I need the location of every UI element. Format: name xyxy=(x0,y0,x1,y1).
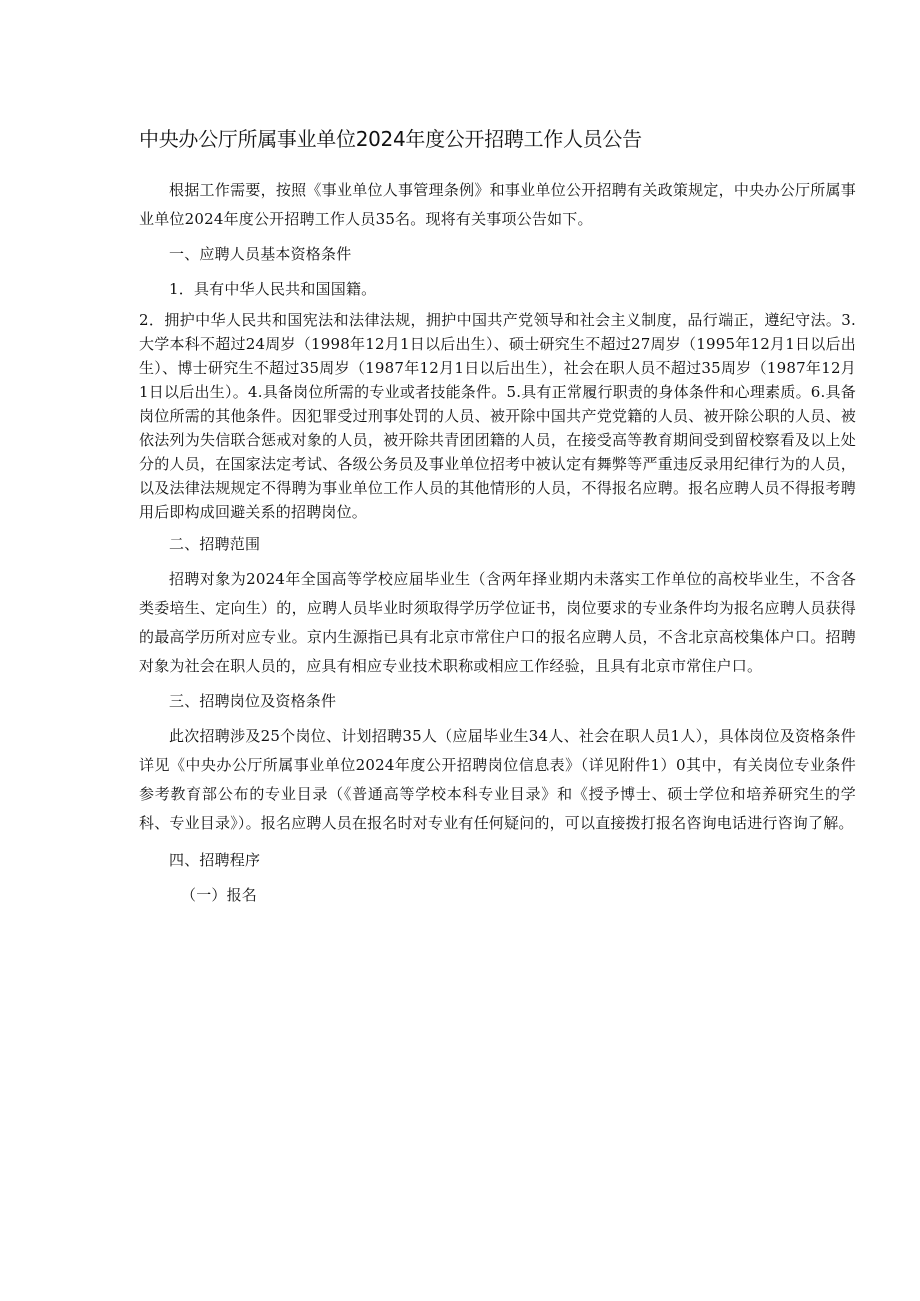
document-title: 中央办公厅所属事业单位2024年度公开招聘工作人员公告 xyxy=(139,127,642,151)
qualification-item-1: 1．具有中华人民共和国国籍。 xyxy=(169,280,377,298)
section-heading-scope: 二、招聘范围 xyxy=(169,535,261,553)
document-body xyxy=(139,176,856,910)
section-heading-procedure: 四、招聘程序 xyxy=(169,851,261,869)
section-heading-qualifications: 一、应聘人员基本资格条件 xyxy=(169,245,352,263)
section-heading-positions: 三、招聘岗位及资格条件 xyxy=(169,692,337,710)
positions-paragraph: 此次招聘涉及25个岗位、计划招聘35人（应届毕业生34人、社会在职人员1人），具体岗位及资格条件详见《中央办公厅所属事业单位2024年度公开招聘岗位信息表》（详见附件1）0其中，有关岗位专业条件参考教育部公布的专业目录（《普通高等学校本科专业目录》和《授予博士、硕士学位和培养研究生的学科、专业目录》）。报名应聘人员在报名时对专业有任何疑问的，可以直接拨打报名咨询电话进行咨询了解。 xyxy=(139,727,856,832)
intro-paragraph: 根据工作需要，按照《事业单位人事管理条例》和事业单位公开招聘有关政策规定，中央办公厅所属事业单位2024年度公开招聘工作人员35名。现将有关事项公告如下。 xyxy=(139,181,856,228)
subsection-heading-registration: （一）报名 xyxy=(181,886,258,904)
scope-paragraph: 招聘对象为2024年全国高等学校应届毕业生（含两年择业期内未落实工作单位的高校毕业生，不含各类委培生、定向生）的，应聘人员毕业时须取得学历学位证书，岗位要求的专业条件均为报名应聘人员获得的最高学历所对应专业。京内生源指已具有北京市常住户口的报名应聘人员，不含北京高校集体户口。招聘对象为社会在职人员的，应具有相应专业技术职称或相应工作经验，且具有北京市常住户口。 xyxy=(139,570,856,675)
qualification-items-merged: 2．拥护中华人民共和国宪法和法律法规，拥护中国共产党领导和社会主义制度，品行端正，遵纪守法。3.大学本科不超过24周岁（1998年12月1日以后出生）、硕士研究生不超过27周岁（1995年12月1日以后出生）、博士研究生不超过35周岁（1987年12月1日以后出生），社会在职人员不超过35周岁（1987年12月1日以后出生）。4.具备岗位所需的专业或者技能条件。5.具有正常履行职责的身体条件和心理素质。6.具备岗位所需的其他条件。因犯罪受过刑事处罚的人员、被开除中国共产党党籍的人员、被开除公职的人员、被依法列为失信联合惩戒对象的人员，被开除共青团团籍的人员，在接受高等教育期间受到留校察看及以上处分的人员，在国家法定考试、各级公务员及事业单位招考中被认定有舞弊等严重违反录用纪律行为的人员，以及法律法规规定不得聘为事业单位工作人员的其他情形的人员，不得报名应聘。报名应聘人员不得报考聘用后即构成回避关系的招聘岗位。 xyxy=(139,311,856,521)
